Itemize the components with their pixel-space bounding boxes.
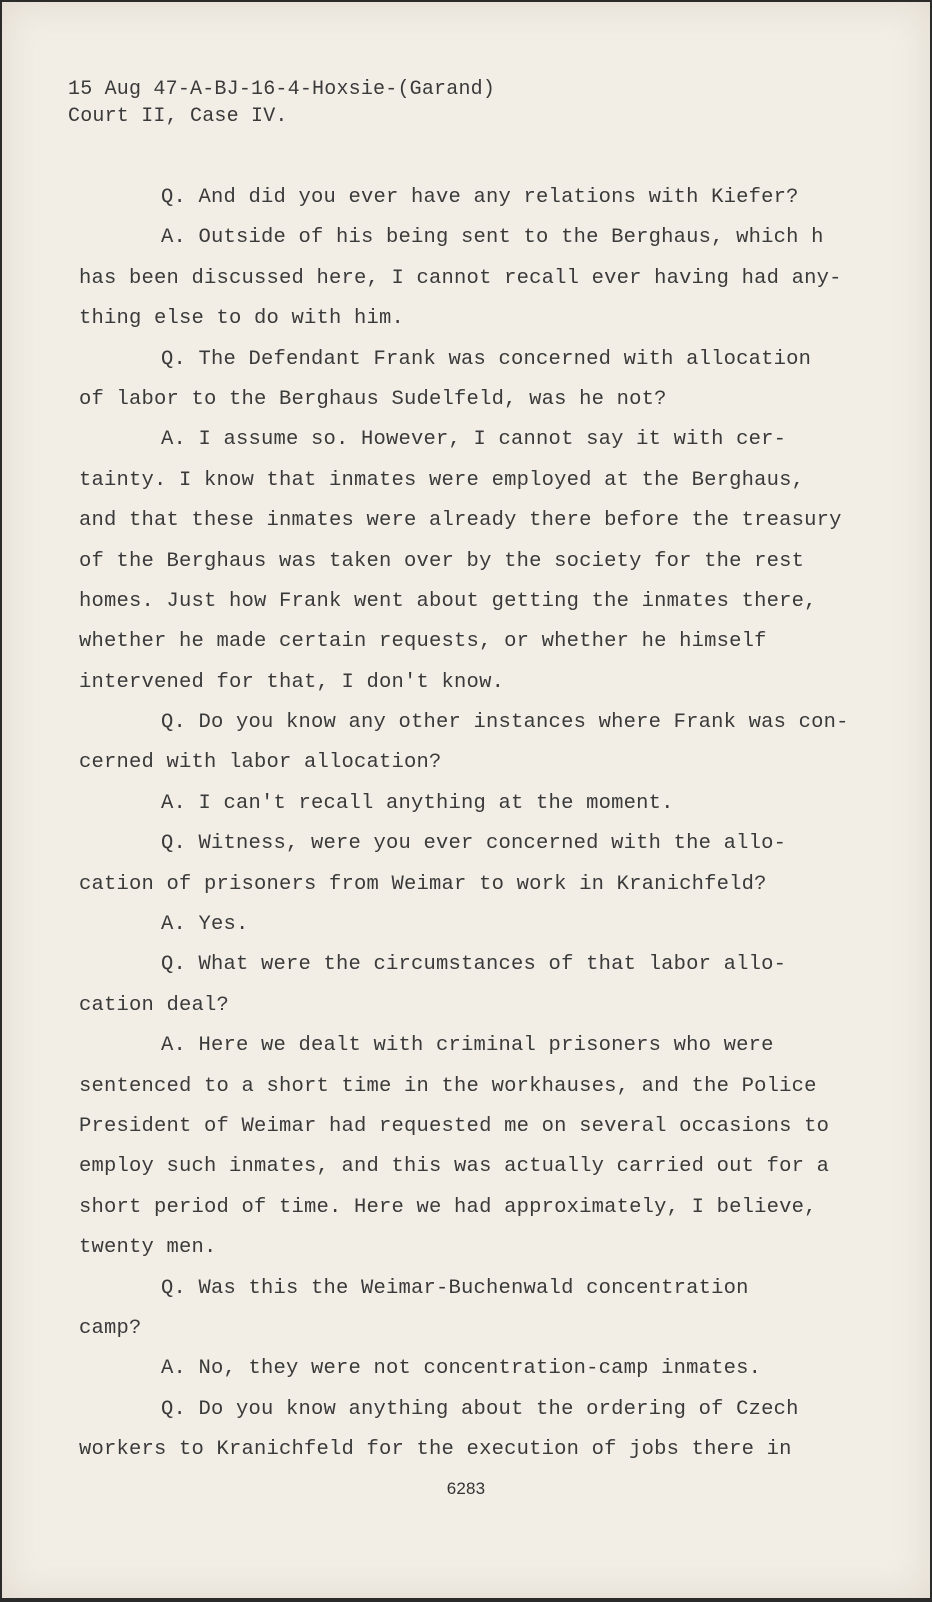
transcript-body (79, 178, 859, 1471)
transcript-line: has been discussed here, I cannot recall ever having had any- (79, 266, 842, 290)
transcript-line: workers to Kranichfeld for the execution of jobs there in (79, 1438, 792, 1462)
transcript-line: cerned with labor allocation? (79, 751, 442, 775)
transcript-line: A. I assume so. However, I cannot say it with cer- (161, 428, 787, 452)
transcript-line: and that these inmates were already there before the treasury (79, 509, 842, 533)
transcript-line: A. I can't recall anything at the moment. (161, 791, 674, 815)
transcript-line: Q. What were the circumstances of that labor allo- (161, 953, 787, 977)
transcript-line: twenty men. (79, 1236, 217, 1260)
page-number: 6283 (446, 1479, 486, 1498)
transcript-line: camp? (79, 1316, 142, 1340)
transcript-line: Q. Was this the Weimar-Buchenwald concentration (161, 1276, 749, 1300)
transcript-line: Q. Do you know anything about the ordering of Czech (161, 1397, 799, 1421)
transcript-line: employ such inmates, and this was actually carried out for a (79, 1155, 830, 1179)
transcript-line: A. Yes. (161, 913, 249, 937)
document-page (2, 2, 930, 1598)
transcript-line: cation deal? (79, 993, 230, 1017)
transcript-line: Q. And did you ever have any relations with Kiefer? (161, 186, 799, 209)
transcript-line: cation of prisoners from Weimar to work in Kranichfeld? (79, 872, 767, 896)
transcript-line: sentenced to a short time in the workhauses, and the Police (79, 1074, 817, 1098)
transcript-line: tainty. I know that inmates were employed at the Berghaus, (79, 468, 805, 492)
document-header (68, 76, 495, 130)
transcript-line: Q. Do you know any other instances where Frank was con- (161, 711, 849, 735)
header-reference: 15 Aug 47-A-BJ-16-4-Hoxsie-(Garand) (68, 78, 496, 101)
transcript-line: homes. Just how Frank went about getting the inmates there, (79, 589, 817, 613)
transcript-line: short period of time. Here we had approximately, I believe, (79, 1195, 817, 1219)
transcript-line: whether he made certain requests, or whether he himself (79, 630, 767, 654)
transcript-line: of the Berghaus was taken over by the society for the rest (79, 549, 805, 573)
header-court: Court II, Case IV. (68, 105, 288, 128)
transcript-line: President of Weimar had requested me on several occasions to (79, 1114, 830, 1138)
transcript-line: A. Here we dealt with criminal prisoners who were (161, 1034, 774, 1058)
transcript-line: Q. The Defendant Frank was concerned with allocation (161, 347, 812, 371)
transcript-line: intervened for that, I don't know. (79, 670, 505, 694)
transcript-line: A. No, they were not concentration-camp inmates. (161, 1357, 762, 1381)
transcript-line: thing else to do with him. (79, 307, 405, 331)
transcript-line: of labor to the Berghaus Sudelfeld, was he not? (79, 387, 667, 411)
transcript-line: Q. Witness, were you ever concerned with the allo- (161, 832, 787, 856)
transcript-line: A. Outside of his being sent to the Berghaus, which h (161, 226, 824, 250)
